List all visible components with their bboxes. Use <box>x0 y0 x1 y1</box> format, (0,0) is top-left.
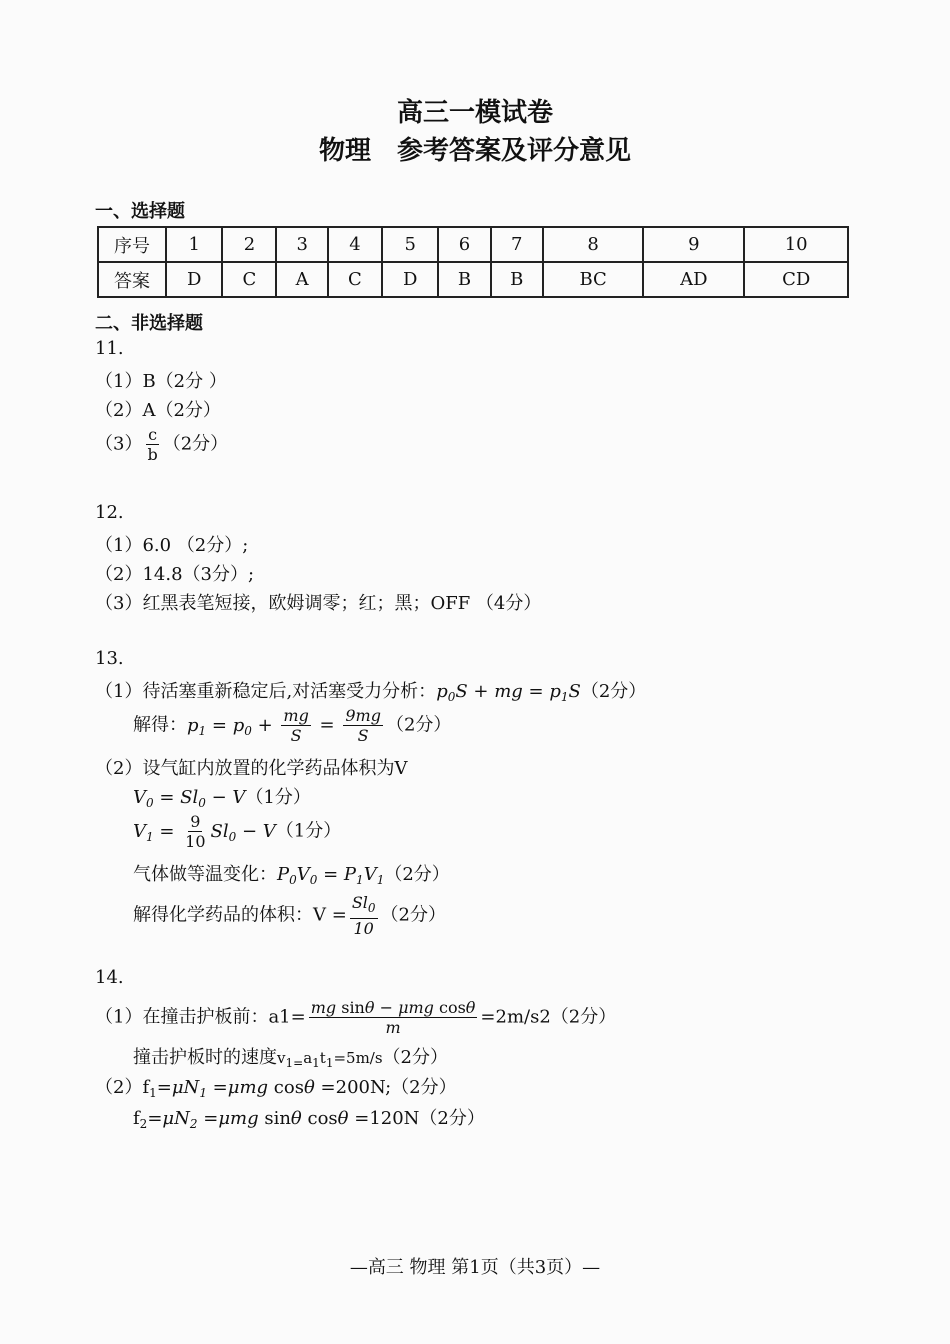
q13-line-1-score: （2分） <box>580 681 647 702</box>
q14-line-1 <box>95 998 616 1037</box>
q13-equation-2: $p_1 = p_0$ + <box>187 714 279 738</box>
table-cell: 9 <box>643 227 744 262</box>
q14-line-2-score: （2分） <box>382 1047 448 1068</box>
table-row-label: 答案 <box>98 262 166 297</box>
q14-number: 14. <box>95 967 124 988</box>
table-cell: A <box>276 262 327 297</box>
q13-line-4-score: （1分） <box>245 787 311 808</box>
q12-line-3: （3）红黑表笔短接，欧姆调零；红；黑；OFF （4分） <box>95 593 542 614</box>
q13-equation-4: $V_0 = Sl_0 - V$ <box>133 787 246 810</box>
table-cell: D <box>166 262 222 297</box>
section-heading-nonchoice: 二、非选择题 <box>95 313 203 334</box>
q12-number: 12. <box>95 502 124 523</box>
q11-line-3-score: （2分） <box>162 433 229 455</box>
table-cell: C <box>328 262 382 297</box>
q14-equation-2: $v_{1=}a_1t_1=5m/s$ <box>277 1049 383 1070</box>
q11-number: 11. <box>95 338 124 359</box>
table-cell: 10 <box>744 227 848 262</box>
q13-line-7-score: （2分） <box>380 904 446 926</box>
q11-line-3 <box>95 425 228 464</box>
q11-line-2: （2）A（2分） <box>95 400 221 421</box>
q11-fraction <box>145 425 159 464</box>
q14-line-2-text: 撞击护板时的速度 <box>133 1047 277 1068</box>
table-cell: 5 <box>382 227 438 262</box>
q13-line-4 <box>133 783 311 810</box>
table-row-label: 序号 <box>98 227 166 262</box>
table-row <box>98 227 848 262</box>
equation-fraction: $\frac{mg}{S}$ <box>283 706 309 745</box>
q14-line-1-text: （1）在撞击护板前：a1= <box>95 1006 306 1028</box>
table-row <box>98 262 848 297</box>
table-cell: B <box>491 262 543 297</box>
q14-line-3-score: =200N;（2分） <box>320 1077 457 1098</box>
q14-line-4-score: =120N（2分） <box>354 1108 485 1129</box>
q14-line-3: $(2)f_1=\mu N_1 =\mu mg$ cosθ =200N;（2分） <box>95 1077 457 1100</box>
table-cell: CD <box>744 262 848 297</box>
q13-line-1 <box>95 677 646 704</box>
q13-line-3: （2）设气缸内放置的化学药品体积为V <box>95 758 408 779</box>
equation-fraction: $\frac{\text{mg sinθ − μmg cosθ}}{m}$ <box>310 998 476 1037</box>
q14-line-1-result: =2m/s2（2分） <box>480 1006 617 1028</box>
q13-line-6 <box>133 860 450 887</box>
table-cell: 4 <box>328 227 382 262</box>
q13-equation-1: $p_0S$ + mg = $p_1S$ <box>436 681 581 704</box>
q12-line-2: （2）14.8（3分）; <box>95 564 255 585</box>
q14-line-4: $f_2=\mu N_2 =\mu mg$ sinθ cosθ =120N（2分） <box>133 1108 485 1131</box>
table-cell: 3 <box>276 227 327 262</box>
equation-fraction: $\frac{Sl_0}{10}$ <box>351 893 376 938</box>
q11-line-3-prefix: （3） <box>95 433 143 455</box>
table-cell: D <box>382 262 438 297</box>
page-subtitle: 物理 参考答案及评分意见 <box>318 136 631 166</box>
table-cell: C <box>222 262 276 297</box>
equation-fraction: $\frac{9}{10}$ <box>185 812 206 851</box>
table-cell: B <box>438 262 490 297</box>
q14-line-2 <box>133 1043 448 1070</box>
q13-line-7-text: 解得化学药品的体积：V = <box>133 904 347 926</box>
q13-line-2-text: 解得： <box>133 714 187 736</box>
table-cell: AD <box>643 262 744 297</box>
table-cell: 2 <box>222 227 276 262</box>
fraction-numerator: c <box>148 425 158 444</box>
answer-table <box>97 226 849 298</box>
table-cell: 7 <box>491 227 543 262</box>
page-footer: —高三 物理 第1页（共3页）— <box>349 1257 601 1278</box>
q13-equation-5: $V_1$ = <box>133 820 181 844</box>
q13-line-2: 解得：$p_1 = p_0$ + $\frac{mg}{S}$ = $\frac{9mg}{S}$ （2分） <box>133 706 452 745</box>
q13-line-7 <box>133 893 446 938</box>
table-cell: 8 <box>543 227 644 262</box>
fraction-denominator: b <box>147 445 158 464</box>
page-title: 高三一模试卷 <box>396 98 553 128</box>
q13-line-5: $V_1$ = $\frac{9}{10}$ $Sl_0 - V(1$分） <box>133 812 342 851</box>
section-heading-choice: 一、选择题 <box>95 201 185 222</box>
equation-fraction: $\frac{9mg}{S}$ <box>345 706 381 745</box>
q13-line-6-score: （2分） <box>384 864 450 885</box>
q13-line-6-text: 气体做等温变化： <box>133 864 277 885</box>
table-cell: 1 <box>166 227 222 262</box>
table-cell: 6 <box>438 227 490 262</box>
q12-line-1: （1）6.0 （2分）; <box>95 535 249 556</box>
q13-line-2-score: （2分） <box>385 714 452 736</box>
q13-line-1-text: （1）待活塞重新稳定后,对活塞受力分析： <box>95 681 437 702</box>
q11-line-1: （1）B（2分 ） <box>95 371 227 392</box>
table-cell: BC <box>543 262 644 297</box>
q13-number: 13. <box>95 648 124 669</box>
q13-equation-6: $P_0V_0 = P_1V_1$ <box>277 864 385 887</box>
q13-line-5-score: （1分） <box>275 820 342 842</box>
